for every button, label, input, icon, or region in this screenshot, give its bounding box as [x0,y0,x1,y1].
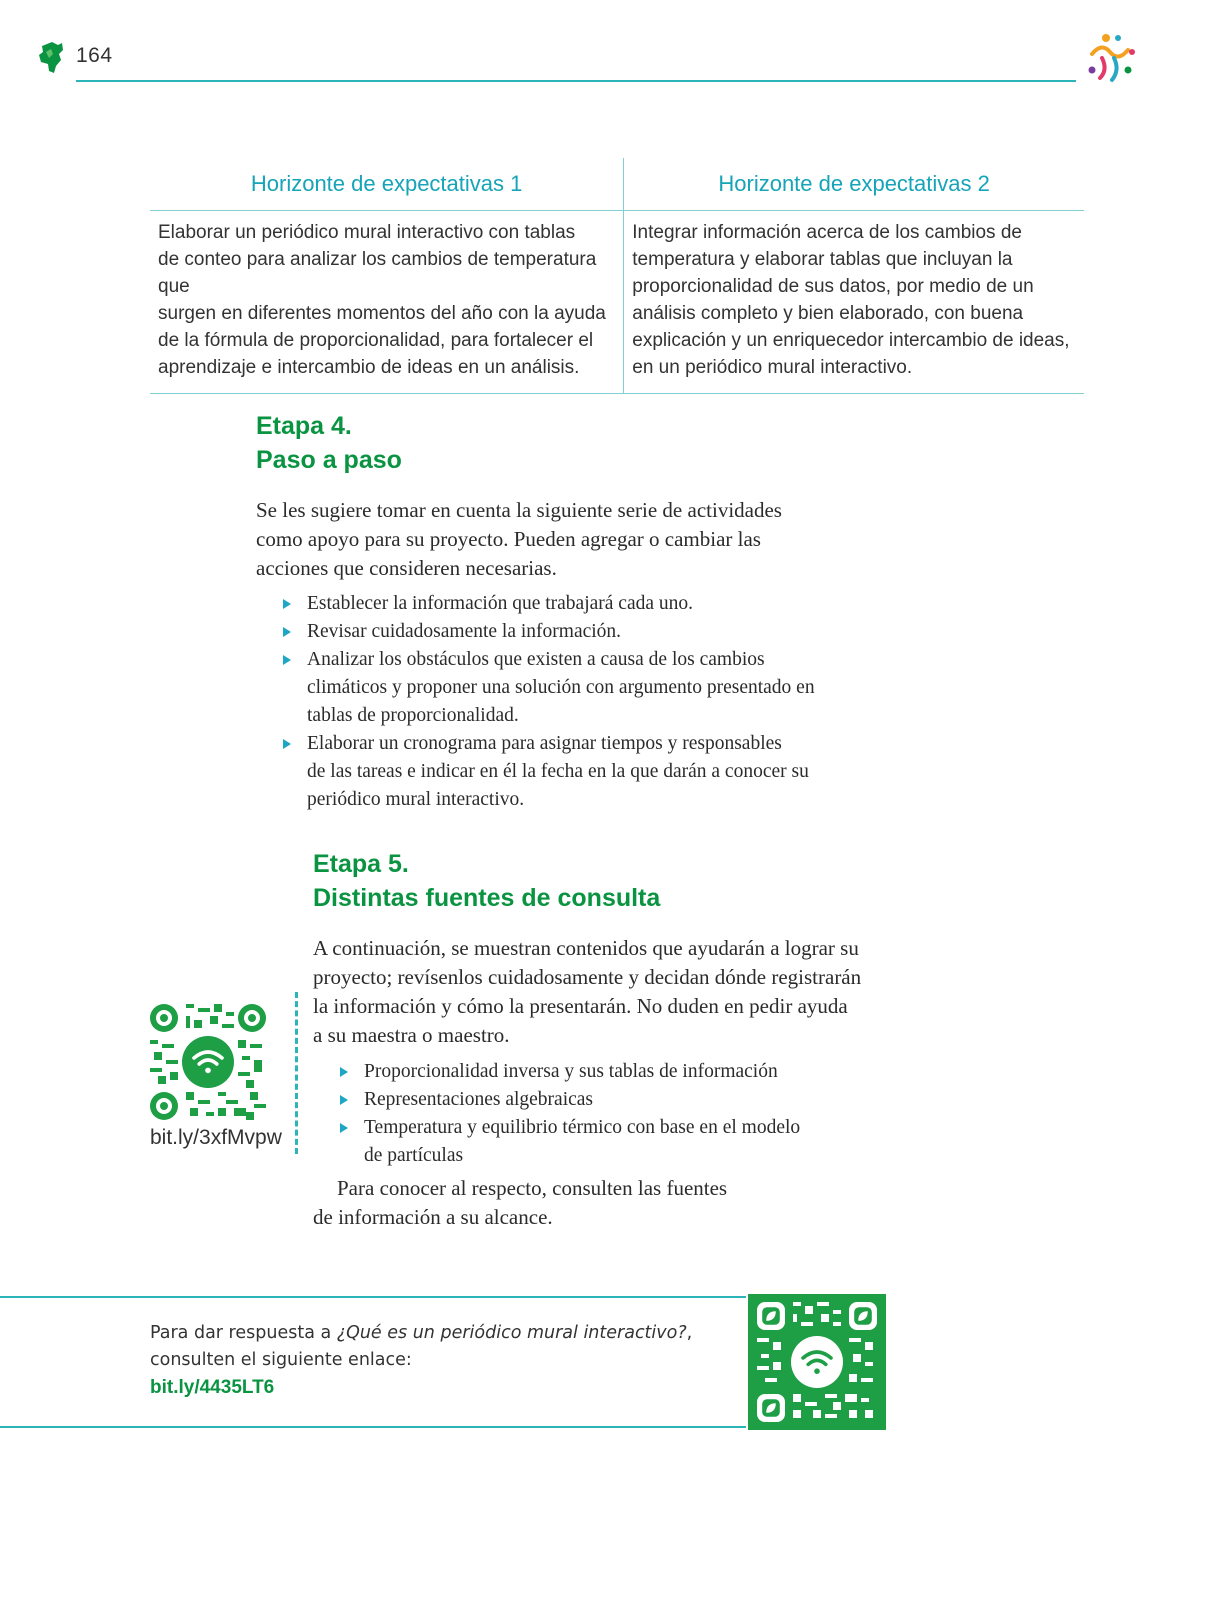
cell-line: de la fórmula de proporcionalidad, para fortalecer el [158,330,594,351]
item-line: Elaborar un cronograma para asignar tiempos y responsables [307,733,782,754]
intro-line: Se les sugiere tomar en cuenta la siguiente serie de actividades [256,498,782,522]
table-header-1: Horizonte de expectativas 1 [150,158,624,211]
etapa4-activities-list [283,590,815,814]
bullet-triangle-icon [283,599,291,609]
item-line: tablas de proporcionalidad. [307,705,519,726]
cell-line: surgen en diferentes momentos del año con la ayuda [158,303,606,324]
table-cell-1 [150,211,624,394]
list-item [283,730,815,814]
etapa5-title: Etapa 5. [313,850,409,878]
item-line: Establecer la información que trabajará cada uno. [307,593,694,614]
cell-line: en un periódico mural interactivo. [632,357,913,378]
intro-line: acciones que consideren necesarias. [256,556,557,580]
list-item [283,590,815,618]
intro-line: A continuación, se muestran contenidos que ayudarán a lograr su [313,936,859,960]
corner-logo-icon [1082,30,1138,86]
item-line: Analizar los obstáculos que existen a causa de los cambios [307,649,765,670]
cell-line: Integrar información acerca de los cambios de [632,222,1022,243]
intro-line: a su maestra o maestro. [313,1023,510,1047]
qr-code-icon[interactable] [150,1004,266,1120]
list-item [283,618,815,646]
list-item [340,1086,800,1114]
footer-text-after: , [686,1323,693,1343]
intro-line: como apoyo para su proyecto. Pueden agregar o cambiar las [256,527,761,551]
footer-link[interactable]: bit.ly/4435LT6 [150,1377,275,1398]
page-number: 164 [76,44,113,67]
item-line: Temperatura y equilibrio térmico con base en el modelo [364,1117,801,1138]
closing-line: Para conocer al respecto, consulten las fuentes [337,1176,728,1200]
etapa4-title: Etapa 4. [256,412,352,440]
bullet-triangle-icon [340,1123,348,1133]
footer-line-1 [150,1320,692,1347]
item-line: de las tareas e indicar en él la fecha en la que darán a conocer su [307,761,809,782]
item-line: de partículas [364,1145,464,1166]
cell-line: temperatura y elaborar tablas que incluyan la [632,249,1013,270]
cell-line: análisis completo y bien elaborado, con buena [632,303,1024,324]
intro-line: proyecto; revísenlos cuidadosamente y decidan dónde registrarán [313,965,862,989]
footer-question: ¿Qué es un periódico mural interactivo? [336,1323,687,1343]
etapa5-subtitle: Distintas fuentes de consulta [313,884,661,912]
item-line: Representaciones algebraicas [364,1089,594,1110]
etapa5-closing [313,1174,727,1232]
etapa4-subtitle: Paso a paso [256,446,402,474]
bullet-triangle-icon [283,655,291,665]
cell-line: proporcionalidad de sus datos, por medio de un [632,276,1034,297]
etapa4-intro [256,496,782,583]
bullet-triangle-icon [340,1095,348,1105]
dashed-divider [295,992,298,1154]
list-item [340,1058,800,1086]
cell-line: de conteo para analizar los cambios de temperatura que [158,249,597,297]
etapa5-topics-list [340,1058,800,1170]
bullet-triangle-icon [283,739,291,749]
closing-line: de información a su alcance. [313,1205,553,1229]
qr-link-label[interactable]: bit.ly/3xfMvpw [150,1126,282,1149]
intro-line: la información y cómo la presentarán. No duden en pedir ayuda [313,994,848,1018]
table-header-2: Horizonte de expectativas 2 [624,158,1084,211]
etapa5-intro [313,934,861,1050]
expectations-table [150,158,1084,394]
list-item [340,1114,800,1170]
cell-line: Elaborar un periódico mural interactivo con tablas [158,222,576,243]
cell-line: aprendizaje e intercambio de ideas en un análisis. [158,357,580,378]
item-line: climáticos y proponer una solución con argumento presentado en [307,677,815,698]
table-cell-2 [624,211,1084,394]
footer-line-2: consulten el siguiente enlace: [150,1350,412,1370]
header-divider [76,80,1076,82]
bullet-triangle-icon [283,627,291,637]
list-item [283,646,815,730]
bullet-triangle-icon [340,1067,348,1077]
item-line: Revisar cuidadosamente la información. [307,621,622,642]
item-line: periódico mural interactivo. [307,789,525,810]
cell-line: explicación y un enriquecedor intercambio de ideas, [632,330,1070,351]
side-logo-icon [36,40,68,74]
item-line: Proporcionalidad inversa y sus tablas de información [364,1061,778,1082]
qr-code-icon[interactable] [748,1294,886,1430]
footer-text [150,1320,692,1401]
footer-text-before: Para dar respuesta a [150,1323,337,1343]
